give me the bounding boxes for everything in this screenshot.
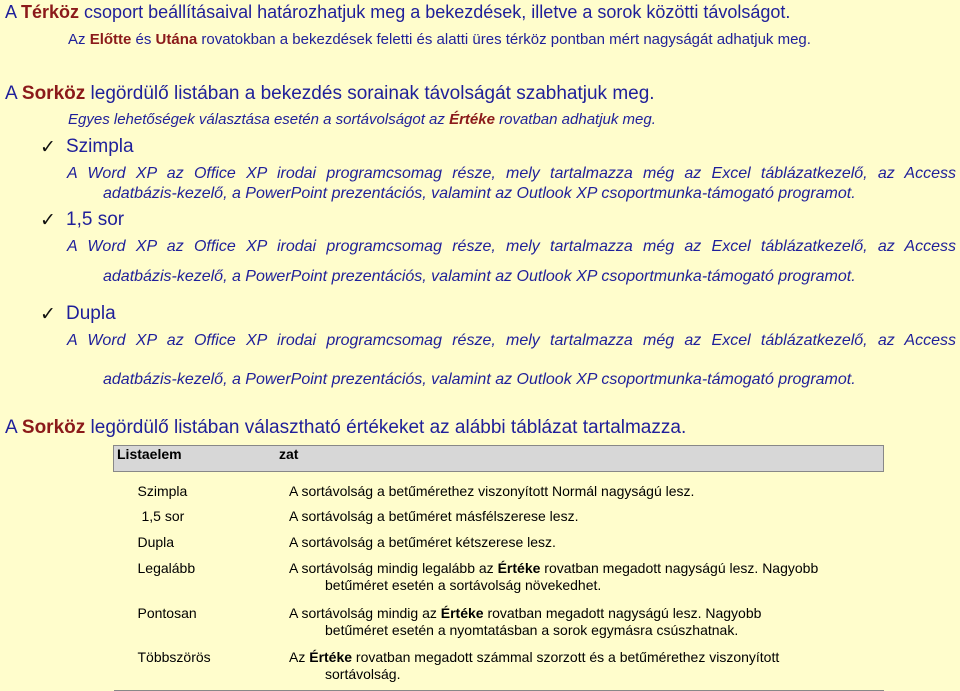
text: A [5, 83, 22, 104]
text: legördülő listában a bekezdés sorainak távolságát szabhatjuk meg. [85, 83, 655, 104]
text: Az [68, 31, 90, 48]
table-cell-item: Pontosan [137, 604, 197, 621]
option-label-1-5-sor: 1,5 sor [66, 209, 125, 230]
sample-line-2: adatbázis-kezelő, a PowerPoint prezentációs, valamint az Outlook XP csoportmunka-támogató programot. [103, 268, 856, 285]
keyword-sorkoz: Sorköz [21, 417, 86, 438]
sample-line-2: adatbázis-kezelő, a PowerPoint prezentációs, valamint az Outlook XP csoportmunka-támogató programot. [103, 371, 856, 388]
check-icon: ✓ [40, 137, 56, 158]
table-cell-item: Dupla [137, 533, 175, 550]
option-label-dupla: Dupla [66, 303, 116, 324]
table-row [114, 533, 884, 559]
text: és [131, 31, 156, 48]
check-icon: ✓ [40, 210, 56, 231]
check-icon: ✓ [40, 304, 56, 325]
line-spacing-table [113, 445, 884, 691]
table-header-listaelem: Listaelem [114, 446, 280, 472]
keyword-erteke: Értéke [497, 559, 541, 576]
text: A [5, 2, 22, 22]
text: rovatban megadott nagyságú lesz. Nagyobb [540, 559, 819, 576]
table-cell-desc [289, 605, 884, 622]
table-cell-item: Többszörös [137, 648, 211, 665]
text: rovatban megadott nagyságú lesz. Nagyobb [483, 604, 762, 621]
table-row [114, 647, 884, 691]
table-cell-desc: A sortávolság a betűmérethez viszonyított Normál nagyságú lesz. [289, 482, 695, 499]
table-row [114, 507, 884, 533]
table-cell-desc: A sortávolság a betűméret kétszerese lesz. [289, 533, 556, 550]
intro-line-sorkoz [5, 83, 655, 105]
table-cell-desc-cont: betűméret esetén a sortávolság növekedhet. [325, 576, 602, 593]
keyword-sorkoz: Sorköz [21, 83, 86, 104]
text: A sortávolság mindig legalább az [289, 559, 498, 576]
table-cell-desc: A sortávolság a betűméret másfélszerese lesz. [289, 507, 579, 524]
sample-line-1: A Word XP az Office XP irodai programcsomag része, mely tartalmazza még az Excel táblázatkezelő, az Access [67, 238, 956, 255]
sample-line-1: A Word XP az Office XP irodai programcsomag része, mely tartalmazza még az Excel táblázatkezelő, az Access [67, 165, 956, 182]
intro-line-erteke [68, 111, 656, 128]
keyword-elotte: Előtte [89, 31, 132, 48]
table-cell-desc [289, 560, 884, 577]
table-cell-desc [289, 649, 884, 666]
table-header-description: zat [279, 446, 884, 472]
keyword-erteke: Értéke [440, 604, 484, 621]
text: legördülő listában választható értékeket az alábbi táblázat tartalmazza. [85, 417, 687, 438]
table-intro-line [5, 417, 686, 439]
text: csoport beállításaival határozhatjuk meg a bekezdések, illetve a sorok közötti távolságot. [79, 2, 791, 22]
sample-line-2: adatbázis-kezelő, a PowerPoint prezentációs, valamint az Outlook XP csoportmunka-támogató programot. [103, 185, 856, 202]
text: Egyes lehetőségek választása esetén a sortávolságot az [68, 111, 450, 128]
table-row [114, 603, 884, 647]
text: A [5, 417, 22, 438]
table-cell-item: Szimpla [137, 482, 188, 499]
option-label-szimpla: Szimpla [66, 136, 134, 157]
table-cell-desc-cont: betűméret esetén a nyomtatásban a sorok egymásra csúszhatnak. [325, 621, 739, 638]
text: rovatban megadott számmal szorzott és a betűmérethez viszonyított [352, 648, 780, 665]
table-cell-desc-cont: sortávolság. [325, 665, 401, 682]
text: rovatokban a bekezdések feletti és alatti üres térköz pontban mért nagyságát adhatjuk meg. [197, 31, 811, 48]
text: A sortávolság mindig az [289, 604, 441, 621]
table-header-row [114, 446, 884, 472]
intro-line-elotte-utana [68, 31, 811, 48]
intro-line-terkoz [5, 2, 790, 23]
keyword-erteke: Értéke [449, 111, 495, 128]
table-row [114, 559, 884, 603]
keyword-utana: Utána [155, 31, 198, 48]
table-row [114, 481, 884, 507]
keyword-erteke: Értéke [309, 648, 353, 665]
text: Az [289, 648, 310, 665]
keyword-terkoz: Térköz [21, 2, 80, 22]
table-cell-item: Legalább [137, 559, 196, 576]
sample-line-1: A Word XP az Office XP irodai programcsomag része, mely tartalmazza még az Excel táblázatkezelő, az Access [67, 332, 956, 349]
text: rovatban adhatjuk meg. [494, 111, 656, 128]
table-cell-item: 1,5 sor [141, 507, 185, 524]
